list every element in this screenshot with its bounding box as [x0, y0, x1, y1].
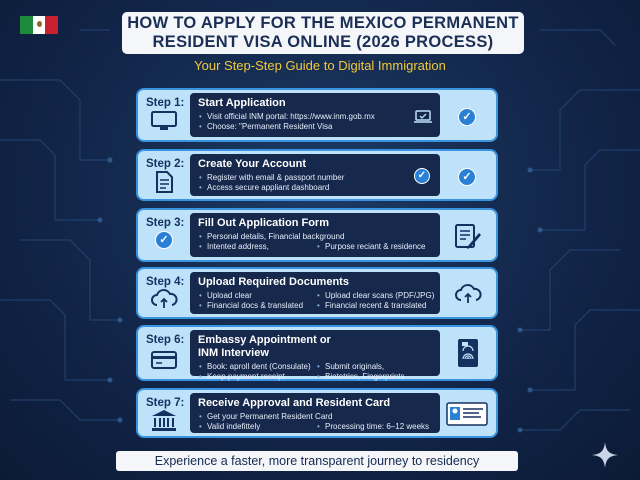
- step-6-bullet-1: • Book: aproll dent (Consulate): [198, 362, 316, 372]
- step-3-content: [190, 213, 440, 257]
- step-1-label: Step 1:: [146, 97, 185, 109]
- step-7-bullet-2: • Valid indefittely: [198, 422, 316, 432]
- step-2-content: [190, 154, 440, 196]
- step-1-bullet-1: • Visit official INM portal: https://www.inm.gob.mx: [198, 112, 434, 122]
- step-6-title-line-2: INM Interview: [198, 347, 269, 359]
- step-2-card: [136, 149, 498, 201]
- step-2-bullet-1: • Register with email & passport number: [198, 173, 434, 183]
- step-4-card: [136, 267, 498, 319]
- step-6-label: Step 6:: [146, 334, 185, 346]
- step-2-title: Create Your Account: [198, 158, 306, 170]
- step-4-bullet-1: • Upload clear: [198, 291, 316, 301]
- check-circle-icon: ✓: [454, 164, 482, 190]
- step-6-content: [190, 330, 440, 381]
- step-4-bullet-3: • Financial docs & translated: [198, 301, 316, 311]
- step-1-content: [190, 93, 440, 137]
- step-6-bullet-4: • Biotetrics, Fingerprints: [316, 372, 434, 382]
- step-3-label: Step 3:: [146, 217, 185, 229]
- step-7-bullet-3: • Processing time: 6–12 weeks: [316, 422, 434, 432]
- mexico-flag-icon: [20, 16, 58, 34]
- step-3-bullet-2: • Intented address,: [198, 242, 316, 252]
- payment-card-icon: [150, 349, 178, 371]
- step-7-title: Receive Approval and Resident Card: [198, 397, 391, 409]
- step-6-bullet-3: • Keep payment receipt: [198, 372, 316, 382]
- step-1-card: [136, 88, 498, 142]
- step-4-label: Step 4:: [146, 276, 185, 288]
- step-4-content: [190, 272, 440, 314]
- check-circle-icon: ✓: [150, 231, 178, 253]
- sparkle-icon: [590, 440, 620, 470]
- step-2-bullet-2: • Access secure appliant dashboard: [198, 183, 434, 193]
- fingerprint-passport-icon: [454, 337, 482, 369]
- step-7-bullet-1: • Get your Permanent Resident Card: [198, 412, 434, 422]
- monitor-icon: [150, 110, 178, 132]
- step-7-label: Step 7:: [146, 397, 185, 409]
- step-3-card: [136, 208, 498, 262]
- step-1-title: Start Application: [198, 97, 286, 109]
- footer-banner: Experience a faster, more transparent journey to residency: [116, 451, 518, 471]
- title-line-1: HOW TO APPLY FOR THE MEXICO PERMANENT: [127, 14, 519, 32]
- step-3-bullet-1: • Personal details, Financial background: [198, 232, 434, 242]
- step-3-bullet-3: • Purpose reciant & residence: [316, 242, 434, 252]
- step-7-content: [190, 393, 440, 433]
- document-icon: [150, 170, 178, 194]
- step-4-bullet-2: • Upload clear scans (PDF/JPG): [316, 291, 434, 301]
- check-circle-icon: ✓: [414, 168, 432, 184]
- step-4-bullet-4: • Financial recent & translated: [316, 301, 434, 311]
- step-3-title: Fill Out Application Form: [198, 217, 329, 229]
- cloud-upload-icon: [454, 283, 482, 305]
- page-title: [122, 12, 524, 54]
- title-line-2: RESIDENT VISA ONLINE (2026 PROCESS): [152, 33, 494, 51]
- resident-card-icon: [446, 402, 488, 426]
- government-building-icon: [150, 408, 178, 432]
- laptop-check-icon: [414, 109, 432, 125]
- check-circle-icon: ✓: [454, 104, 482, 130]
- step-6-title-line-1: Embassy Appointment or: [198, 334, 331, 346]
- page-subtitle: Your Step-Step Guide to Digital Immigration: [194, 58, 446, 73]
- step-2-label: Step 2:: [146, 158, 185, 170]
- step-1-bullet-2: • Choose: "Permanent Resident Visa: [198, 122, 434, 132]
- step-4-title: Upload Required Documents: [198, 276, 349, 288]
- cloud-upload-icon: [150, 288, 178, 310]
- form-pen-icon: [454, 222, 482, 250]
- step-6-bullet-2: • Submit originals,: [316, 362, 434, 372]
- step-6-card: [136, 325, 498, 381]
- step-7-card: [136, 388, 498, 438]
